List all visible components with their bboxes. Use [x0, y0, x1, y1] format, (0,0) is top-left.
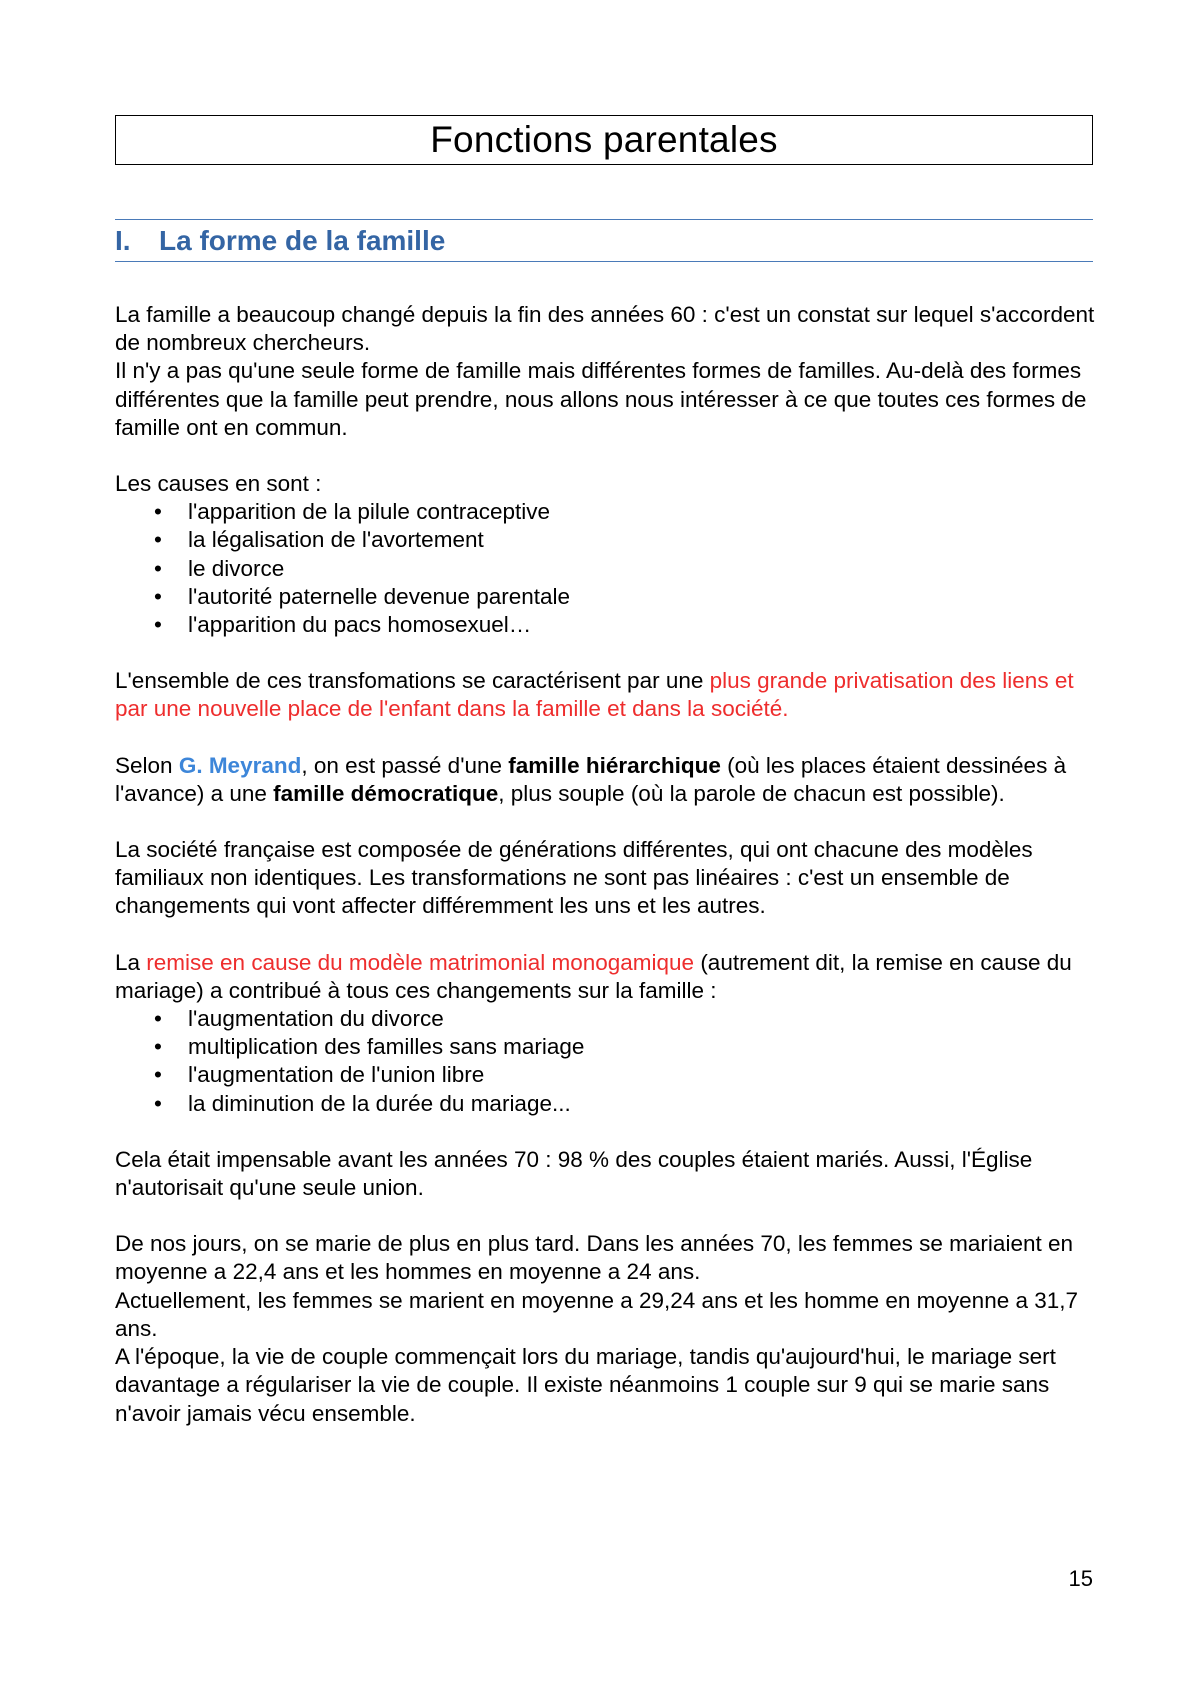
text-span: (où les places étaient dessinées à l'avance) a une	[115, 752, 1067, 806]
author-name: G. Meyrand	[178, 752, 302, 778]
highlight-text: remise en cause du modèle matrimonial monogamique	[146, 949, 695, 975]
list-item: • l'autorité paternelle devenue parentale	[115, 583, 1100, 611]
list-item: • l'apparition du pacs homosexuel…	[115, 611, 1100, 639]
paragraph: De nos jours, on se marie de plus en plus tard. Dans les années 70, les femmes se mariaient en moyenne a 22,4 ans et les hommes en moyenne a 24 ans.	[115, 1231, 1073, 1285]
list-item: • le divorce	[115, 555, 1100, 583]
causes-intro: Les causes en sont :	[115, 471, 322, 497]
section-heading	[115, 219, 1093, 262]
title-box	[115, 115, 1093, 165]
text-span: La	[115, 949, 147, 975]
paragraph: La société française est composée de générations différentes, qui ont chacune des modèles familiaux non identiques. Les transformations ne sont pas linéaires : c'est un ensemble de changements qui vont affecter différemment les uns et les autres.	[115, 837, 1033, 919]
bold-term: famille hiérarchique	[508, 752, 721, 778]
paragraph: Il n'y a pas qu'une seule forme de famille mais différentes formes de familles. Au-delà des formes différentes que la famille peut prendre, nous allons nous intéresser à ce que toutes ces formes de famille ont en commun.	[115, 358, 1087, 440]
text-span: , plus souple (où la parole de chacun est possible).	[498, 780, 1005, 806]
page-number: 15	[1068, 1566, 1093, 1591]
text-span: L'ensemble de ces transfomations se caractérisent par une	[115, 668, 710, 694]
changes-list	[115, 1005, 1100, 1118]
section-title: La forme de la famille	[159, 224, 446, 256]
paragraph	[115, 949, 1100, 1005]
page-title: Fonctions parentales	[430, 119, 778, 160]
paragraph: A l'époque, la vie de couple commençait lors du mariage, tandis qu'aujourd'hui, le mariage sert davantage a régulariser la vie de couple. Il existe néanmoins 1 couple sur 9 qui se marie sans n'avoir jamais vécu ensemble.	[115, 1344, 1056, 1426]
list-item: • l'augmentation du divorce	[115, 1005, 1100, 1033]
paragraph: Cela était impensable avant les années 70 : 98 % des couples étaient mariés. Aussi, l'Église n'autorisait qu'une seule union.	[115, 1146, 1033, 1201]
list-item: • l'augmentation de l'union libre	[115, 1061, 1100, 1089]
list-item: • multiplication des familles sans mariage	[115, 1033, 1100, 1061]
causes-list	[115, 498, 1100, 639]
text-span: (autrement dit, la remise en cause du mariage) a contribué à tous ces changements sur la famille :	[115, 949, 1072, 1003]
paragraph: Actuellement, les femmes se marient en moyenne a 29,24 ans et les homme en moyenne a 31,7 ans.	[115, 1287, 1079, 1341]
list-item: • la légalisation de l'avortement	[115, 526, 1100, 554]
bold-term: famille démocratique	[273, 780, 499, 806]
highlight-text: plus grande privatisation des liens et par une nouvelle place de l'enfant dans la famille et dans la société.	[115, 668, 1074, 722]
list-item: • l'apparition de la pilule contraceptive	[115, 498, 1100, 526]
text-span: Selon	[115, 752, 179, 778]
paragraph: La famille a beaucoup changé depuis la fin des années 60 : c'est un constat sur lequel s'accordent de nombreux chercheurs.	[115, 302, 1095, 356]
paragraph	[115, 752, 1100, 808]
text-span: , on est passé d'une	[301, 752, 509, 778]
document-body	[115, 301, 1100, 1428]
paragraph	[115, 667, 1100, 723]
list-item: • la diminution de la durée du mariage...	[115, 1090, 1100, 1118]
section-number: I.	[115, 224, 131, 256]
